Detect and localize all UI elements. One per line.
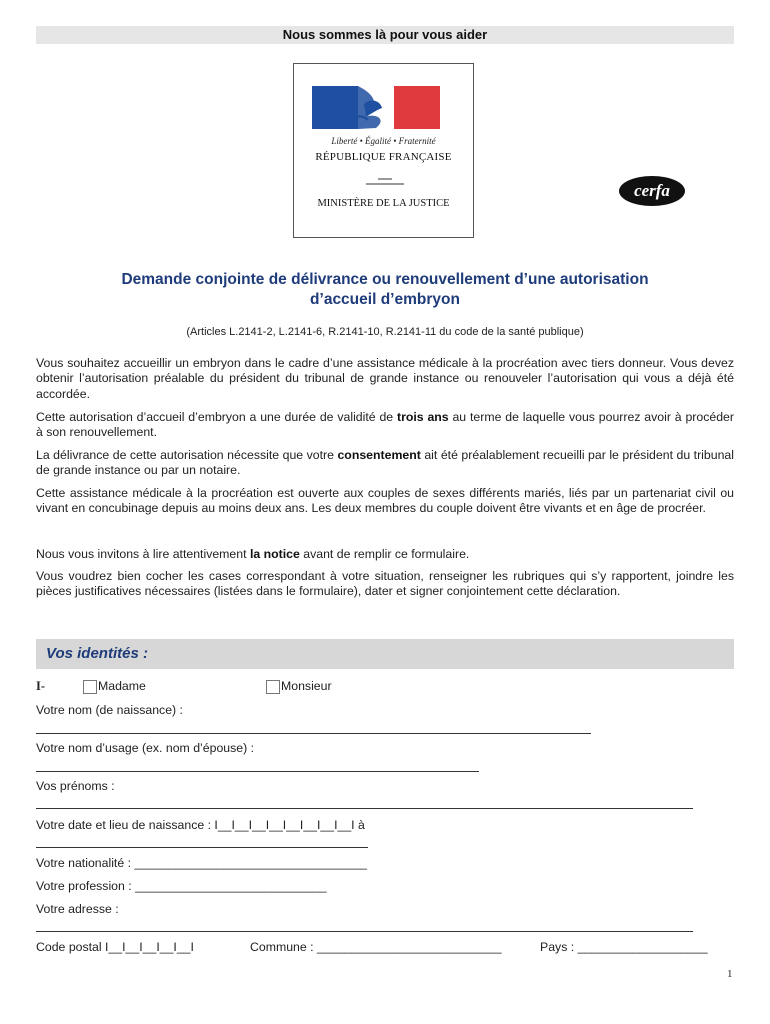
first-names-field[interactable] xyxy=(36,808,693,809)
header-banner: Nous sommes là pour vous aider xyxy=(36,26,734,44)
intro-paragraph-2 xyxy=(36,410,734,441)
address-label: Votre adresse : xyxy=(36,902,119,916)
ministry-text: MINISTÈRE DE LA JUSTICE xyxy=(317,198,450,209)
p3-text-a: La délivrance de cette autorisation nécessite que votre xyxy=(36,448,338,462)
cerfa-logo: cerfa xyxy=(619,176,685,206)
country-field[interactable]: Pays : ___________________ xyxy=(540,940,708,954)
birth-date-place-label: Votre date et lieu de naissance : I__I__I__I__I__I__I__I__I à xyxy=(36,818,365,832)
p5-text-a: Nous vous invitons à lire attentivement xyxy=(36,547,250,561)
section-roman-numeral: I- xyxy=(36,679,46,693)
madame-label: Madame xyxy=(98,679,146,693)
intro-paragraph-5 xyxy=(36,547,734,562)
page-number: 1 xyxy=(727,968,733,980)
nationality-field[interactable]: Votre nationalité : __________________________________ xyxy=(36,856,367,870)
madame-checkbox[interactable] xyxy=(83,680,97,694)
postal-code-field[interactable]: Code postal I__I__I__I__I__I xyxy=(36,940,194,954)
title-line-1: Demande conjointe de délivrance ou renouvellement d’une autorisation xyxy=(121,271,649,288)
title-line-2: d’accueil d’embryon xyxy=(310,291,460,308)
p3-bold: consentement xyxy=(337,448,421,462)
intro-paragraph-1: Vous souhaitez accueillir un embryon dans le cadre d’une assistance médicale à la procréation avec tiers donneur. Vous devez obtenir l’autorisation préalable du président du tribunal de grande instance ou renouveler l’autorisation qui vous a déjà été accordée. xyxy=(36,356,734,401)
profession-field[interactable]: Votre profession : ____________________________ xyxy=(36,879,327,893)
monsieur-checkbox[interactable] xyxy=(266,680,280,694)
birth-name-field[interactable] xyxy=(36,733,591,734)
p2-text-c: au terme de laquelle vous pourrez avoir à procéder à son renouvellement. xyxy=(36,410,734,440)
section-header-identites xyxy=(36,639,734,669)
intro-paragraph-4: Cette assistance médicale à la procréation est ouverte aux couples de sexes différents mariés, liés par un partenariat civil ou vivant en concubinage depuis au moins deux ans. Les deux membres du couple doivent être vivants et en âge de procréer. xyxy=(36,486,734,516)
intro-paragraph-6: Vous voudrez bien cocher les cases correspondant à votre situation, renseigner les rubriques qui s’y rapportent, joindre les pièces justificatives nécessaires (listées dans le formulaire), dater et signer conjointement cette déclaration. xyxy=(36,569,734,599)
intro-paragraph-3 xyxy=(36,448,734,479)
p2-bold: trois ans xyxy=(396,410,449,424)
document-title xyxy=(36,270,734,310)
section-title: Vos identités : xyxy=(46,645,148,662)
usage-name-label: Votre nom d’usage (ex. nom d’épouse) : xyxy=(36,741,255,755)
p5-text-c: avant de remplir ce formulaire. xyxy=(299,547,470,561)
republique-francaise-text: RÉPUBLIQUE FRANÇAISE xyxy=(315,151,452,163)
p3-text-c: ait été préalablement recueilli par le président du tribunal de grande instance ou par un notaire. xyxy=(36,448,735,478)
birth-place-field[interactable] xyxy=(36,847,368,848)
monsieur-label: Monsieur xyxy=(281,679,332,693)
usage-name-field[interactable] xyxy=(36,771,479,772)
p5-bold: la notice xyxy=(249,547,300,561)
legal-references: (Articles L.2141-2, L.2141-6, R.2141-10, R.2141-11 du code de la santé publique) xyxy=(186,326,584,338)
motto-text: Liberté • Égalité • Fraternité xyxy=(331,136,436,146)
commune-field[interactable]: Commune : ___________________________ xyxy=(250,940,502,954)
republique-francaise-logo xyxy=(293,63,474,238)
p2-text-a: Cette autorisation d’accueil d’embryon a une durée de validité de xyxy=(36,410,397,424)
address-field[interactable] xyxy=(36,931,693,932)
birth-name-label: Votre nom (de naissance) : xyxy=(36,703,183,717)
first-names-label: Vos prénoms : xyxy=(36,779,115,793)
